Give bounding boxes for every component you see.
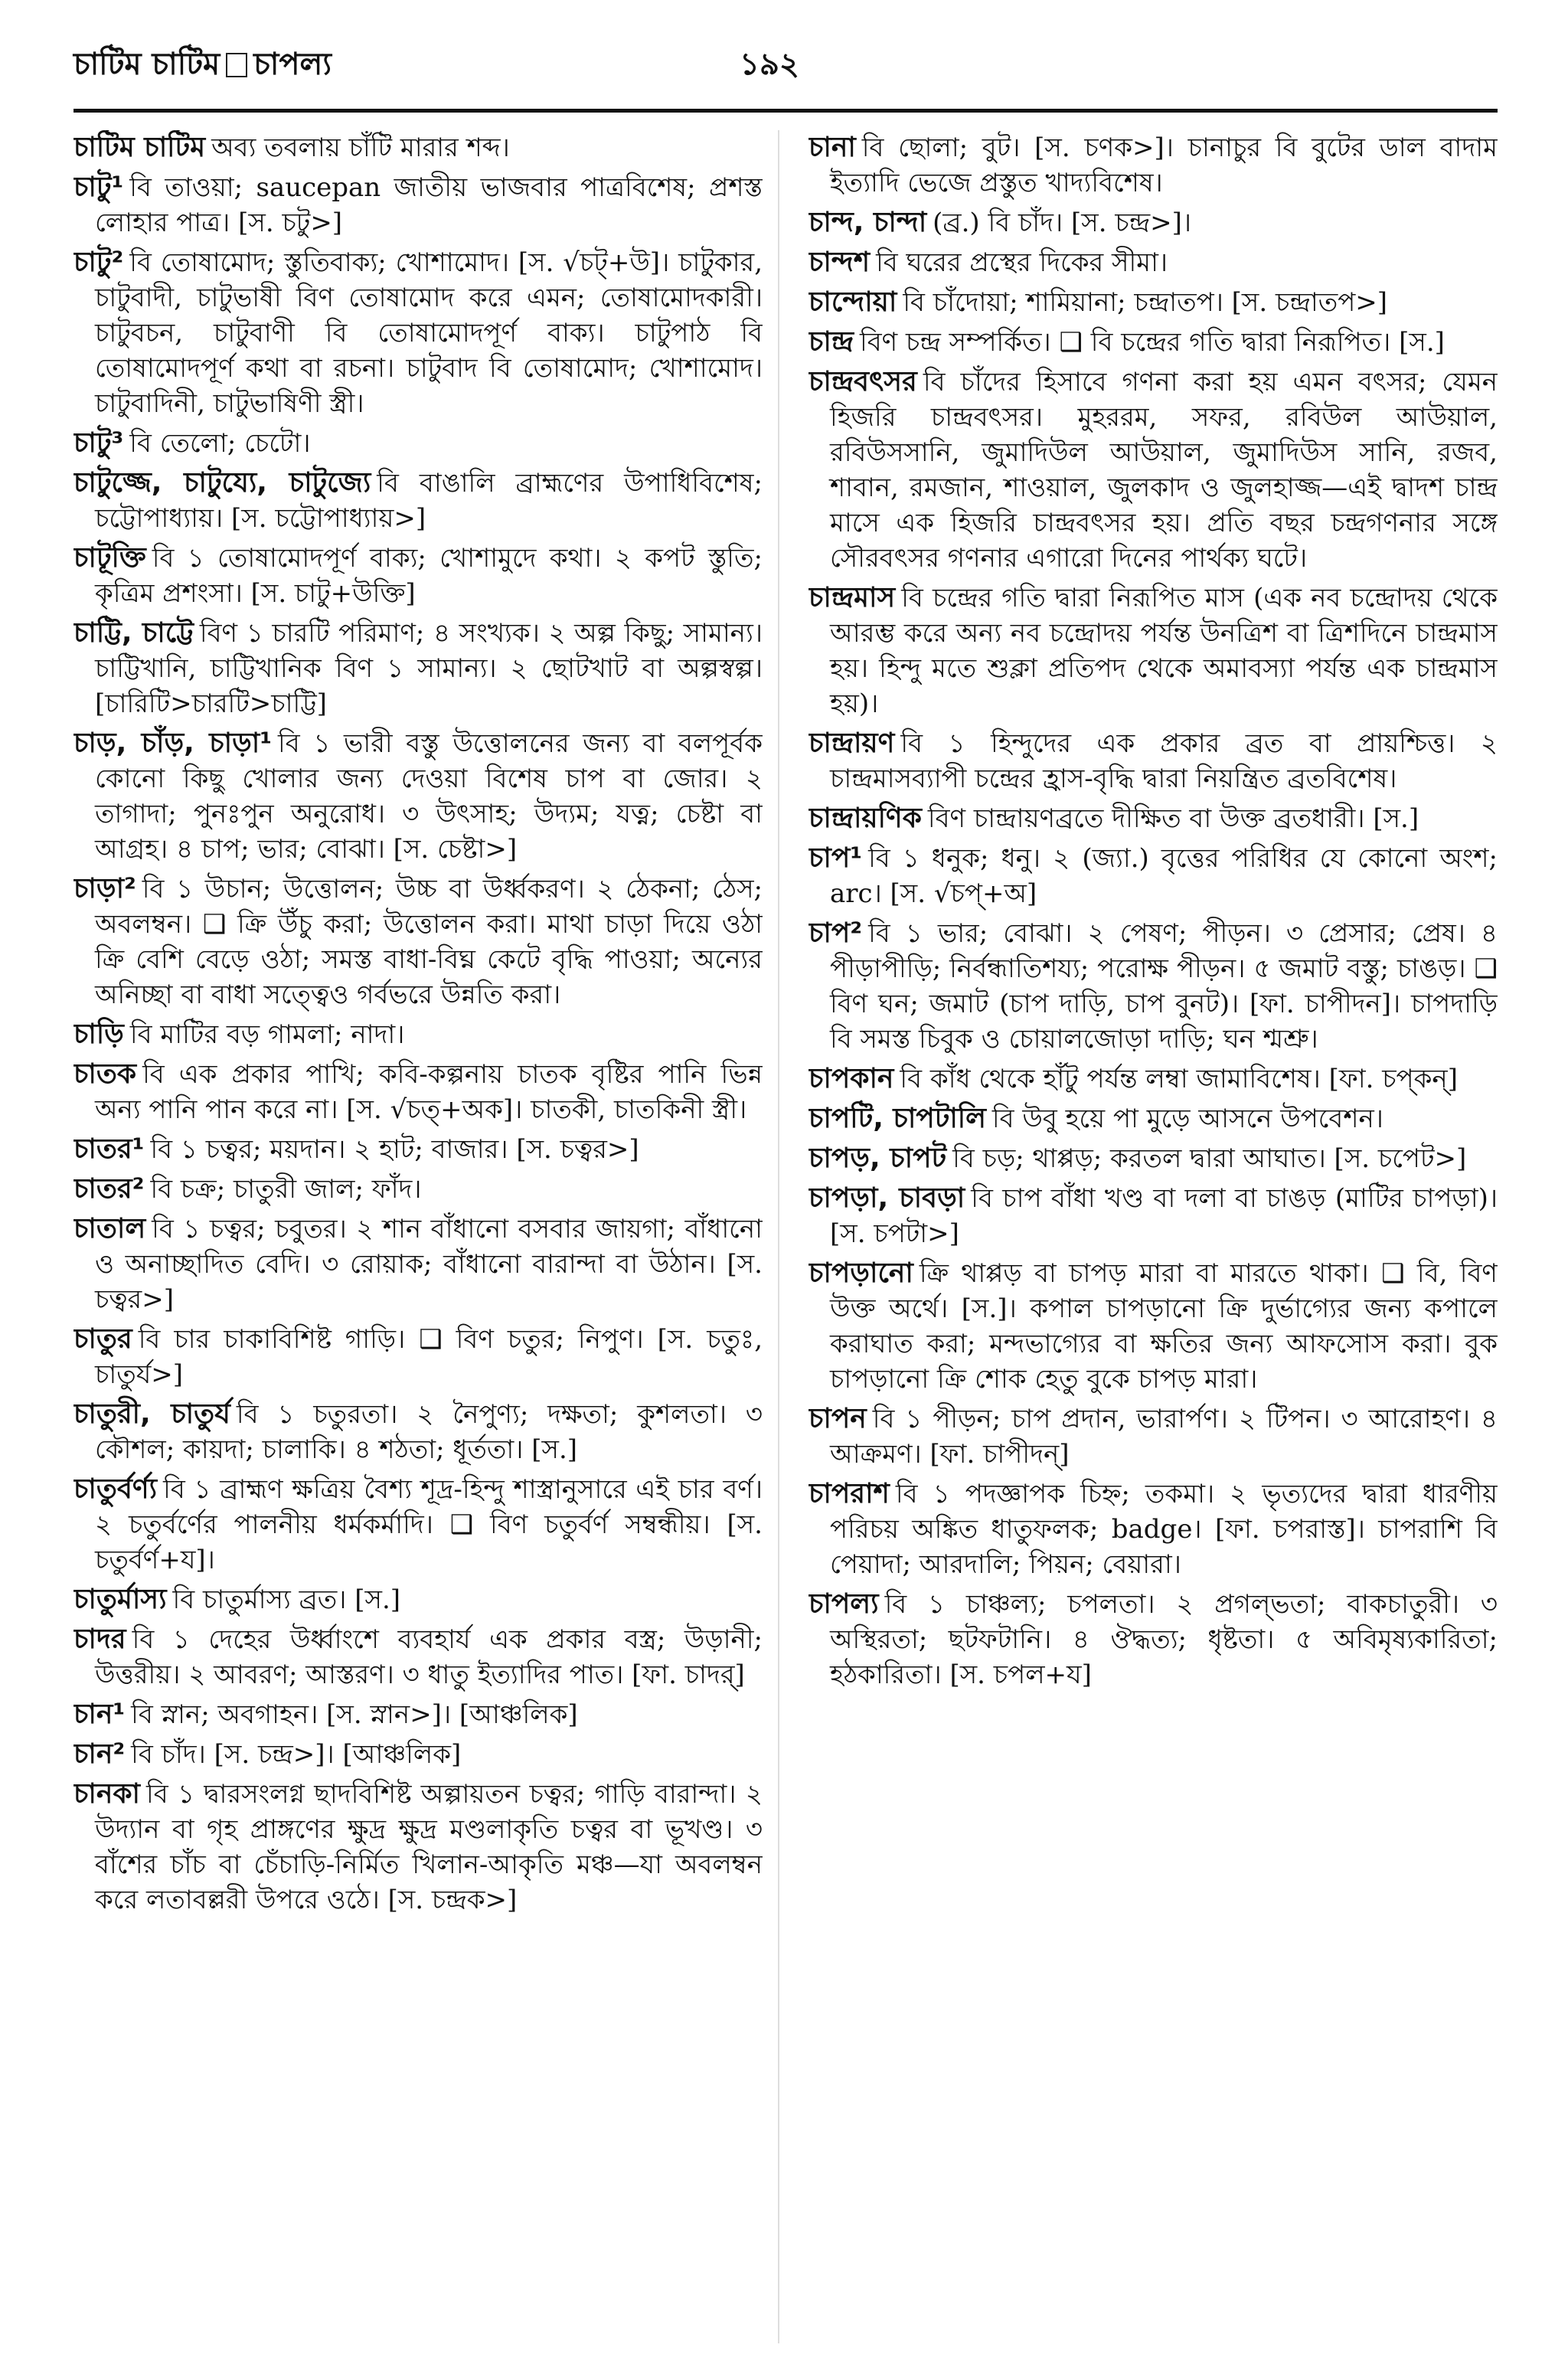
entry-definition: বি চাঁদ। [স. চন্দ্র>]। [আঞ্চলিক] — [131, 1739, 462, 1770]
entry-definition: বিণ চন্দ্র সম্পর্কিত। ❑ বি চন্দ্রের গতি দ্বারা নিরূপিত। [স.] — [860, 327, 1445, 358]
dictionary-entry — [808, 205, 1498, 240]
dictionary-entry — [808, 1061, 1498, 1097]
entry-headword: চান্দ, চান্দা — [808, 207, 927, 238]
dictionary-entry — [74, 1737, 763, 1772]
dictionary-entry — [74, 1777, 763, 1918]
dictionary-entry — [808, 1587, 1498, 1692]
entry-headword: চাপ² — [808, 917, 863, 949]
dictionary-entry — [74, 1697, 763, 1732]
dictionary-entry — [808, 1181, 1498, 1251]
entry-headword: চাদর — [74, 1624, 126, 1655]
entry-definition: বি ১ চত্বর; ময়দান। ২ হাট; বাজার। [স. চত্বর>] — [150, 1134, 639, 1165]
guide-words — [74, 40, 332, 91]
left-column — [74, 130, 763, 2343]
entry-definition: বি ১ তোষামোদপূর্ণ বাক্য; খোশামুদে কথা। ২ কপট স্তুতি; কৃত্রিম প্রশংসা। [স. চাটু+উক্তি] — [95, 543, 763, 609]
dictionary-entry — [808, 916, 1498, 1057]
entry-headword: চাড়ি — [74, 1019, 124, 1050]
entry-definition: বি ১ চত্বর; চবুতর। ২ শান বাঁধানো বসবার জায়গা; বাঁধানো ও অনাচ্ছাদিত বেদি। ৩ রোয়াক; বাঁধানো বারান্দা বা উঠান। [স. চত্বর>] — [95, 1214, 763, 1315]
dictionary-entry — [74, 466, 763, 536]
entry-definition: বি মাটির বড় গামলা; নাদা। — [129, 1019, 405, 1050]
entry-headword: চাপড়া, চাবড়া — [808, 1182, 965, 1214]
separator-box-icon — [226, 53, 247, 77]
entry-definition: বি ১ ব্রাহ্মণ ক্ষত্রিয় বৈশ্য শূদ্র-হিন্দু শাস্ত্রানুসারে এই চার বর্ণ। ২ চতুর্বর্ণের পালনীয় ধর্মকর্মাদি। ❑ বিণ চতুর্বর্ণ সম্বন্ধীয়। [স. চতুর্বর্ণ+য]। — [95, 1474, 763, 1575]
entry-headword: চাড়া² — [74, 873, 136, 904]
dictionary-entry — [74, 1132, 763, 1167]
dictionary-entry — [74, 616, 763, 721]
dictionary-entry — [74, 245, 763, 421]
entry-headword: চাতক — [74, 1058, 137, 1090]
entry-headword: চাতুর্মাস্য — [74, 1584, 167, 1615]
dictionary-entry — [808, 245, 1498, 280]
dictionary-entry — [808, 1401, 1498, 1472]
entry-headword: চাটু¹ — [74, 172, 124, 203]
entry-definition: বি ছোলা; বুট। [স. চণক>]। চানাচুর বি বুটের ডাল বাদাম ইত্যাদি ভেজে প্রস্তুত খাদ্যবিশেষ। — [830, 132, 1498, 198]
dictionary-entry — [74, 871, 763, 1012]
entry-definition: বি এক প্রকার পাখি; কবি-কল্পনায় চাতক বৃষ্টির পানি ভিন্ন অন্য পানি পান করে না। [স. √চত্+অক]। চাতকী, চাতকিনী স্ত্রী। — [95, 1059, 763, 1125]
entry-headword: চাতুরী, চাতুর্য — [74, 1398, 230, 1430]
entry-definition: বি চড়; থাপ্পড়; করতল দ্বারা আঘাত। [স. চপেট>] — [952, 1143, 1467, 1174]
dictionary-entry — [808, 365, 1498, 576]
dictionary-entry — [74, 1212, 763, 1317]
entry-headword: চাপড়, চাপট — [808, 1143, 947, 1174]
entry-definition: বি ১ পীড়ন; চাপ প্রদান, ভারার্পণ। ২ টিপন। ৩ আরোহণ। ৪ আক্রমণ। [ফা. চাপীদন্] — [830, 1404, 1498, 1470]
dictionary-entry — [74, 1172, 763, 1207]
entry-definition: বি স্নান; অবগাহন। [স. স্নান>]। [আঞ্চলিক] — [131, 1699, 578, 1730]
entry-headword: চান² — [74, 1738, 126, 1770]
dictionary-entry — [74, 426, 763, 461]
entry-headword: চানা — [808, 132, 856, 163]
entry-headword: চান্দ্রবৎসর — [808, 366, 917, 397]
entry-headword: চাতর² — [74, 1173, 145, 1205]
entry-definition: বি ১ দ্বারসংলগ্ন ছাদবিশিষ্ট অল্পায়তন চত্বর; গাড়ি বারান্দা। ২ উদ্যান বা গৃহ প্রাঙ্গণের ক্ষুদ্র ক্ষুদ্র মণ্ডলাকৃতি চত্বর বা ভূখণ্ড। ৩ বাঁশের চাঁচ বা চেঁচাড়ি-নির্মিত খিলান-আকৃতি মঞ্চ—যা অবলম্বন করে লতাবল্লরী উপরে ওঠে। [স. চন্দ্রক>] — [95, 1779, 763, 1915]
entry-headword: চাটিম চাটিম — [74, 132, 206, 163]
page-header — [74, 40, 1498, 93]
entry-headword: চাপরাশ — [808, 1478, 890, 1509]
entry-headword: চান¹ — [74, 1699, 126, 1730]
entry-headword: চাট্টি, চাট্টে — [74, 617, 194, 649]
entry-definition: বি কাঁধ থেকে হাঁটু পর্যন্ত লম্বা জামাবিশেষ। [ফা. চপ্‌কন্] — [900, 1064, 1458, 1094]
entry-definition: বি ১ ভারী বস্তু উত্তোলনের জন্য বা বলপূর্বক কোনো কিছু খোলার জন্য দেওয়া বিশেষ চাপ বা জোর। ২ তাগাদা; পুনঃপুন অনুরোধ। ৩ উৎসাহ; উদ্যম; যত্ন; চেষ্টা বা আগ্রহ। ৪ চাপ; ভার; বোঝা। [স. চেষ্টা>] — [95, 728, 763, 865]
entry-headword: চাটু² — [74, 247, 124, 278]
entry-headword: চান্দোয়া — [808, 286, 897, 318]
entry-headword: চাপটি, চাপটালি — [808, 1103, 986, 1134]
dictionary-entry — [808, 580, 1498, 721]
dictionary-entry — [74, 1322, 763, 1392]
page-number: ১৯২ — [740, 47, 799, 82]
dictionary-entry — [74, 170, 763, 240]
entry-definition: বি তোষামোদ; স্তুতিবাক্য; খোশামোদ। [স. √চট্+উ]। চাটুকার, চাটুবাদী, চাটুভাষী বিণ তোষামোদ করে এমন; তোষামোদকারী। চাটুবচন, চাটুবাণী বি তোষামোদপূর্ণ বাক্য। চাটুপাঠ বি তোষামোদপূর্ণ কথা বা রচনা। চাটুবাদ বি তোষামোদ; খোশামোদ। চাটুবাদিনী, চাটুভাষিণী স্ত্রী। — [95, 247, 763, 419]
dictionary-entry — [74, 1582, 763, 1617]
dictionary-entry — [808, 1256, 1498, 1397]
entry-definition: বি চাতুর্মাস্য ব্রত। [স.] — [172, 1584, 401, 1615]
dictionary-entry — [74, 541, 763, 611]
entry-definition: বি চাপ বাঁধা খণ্ড বা দলা বা চাঙড় (মাটির চাপড়া)। [স. চপটা>] — [830, 1183, 1498, 1249]
dictionary-entry — [808, 325, 1498, 360]
dictionary-entry — [808, 285, 1498, 320]
entry-definition: বি ১ দেহের উর্ধ্বাংশে ব্যবহার্য এক প্রকার বস্ত্র; উড়ানী; উত্তরীয়। ২ আবরণ; আস্তরণ। ৩ ধাতু ইত্যাদির পাত। [ফা. চাদর্] — [95, 1624, 763, 1690]
dictionary-entry — [808, 726, 1498, 796]
dictionary-entry — [808, 1141, 1498, 1176]
entry-headword: চান্দ্রায়ণ — [808, 728, 895, 759]
entry-definition: ক্রি থাপ্পড় বা চাপড় মারা বা মারতে থাকা। ❑ বি, বিণ উক্ত অর্থে। [স.]। কপাল চাপড়ানো ক্রি দুর্ভাগ্যের জন্য কপালে করাঘাত করা; মন্দভাগ্যের বা ক্ষতির জন্য আফসোস করা। বুক চাপড়ানো ক্রি শোক হেতু বুকে চাপড় মারা। — [830, 1258, 1498, 1395]
entry-definition: বি ১ ভার; বোঝা। ২ পেষণ; পীড়ন। ৩ প্রেসার; প্রেষ। ৪ পীড়াপীড়ি; নির্বন্ধাতিশয্য; পরোক্ষ পীড়ন। ৫ জমাট বস্তু; চাঙড়। ❑ বিণ ঘন; জমাট (চাপ দাড়ি, চাপ বুনট)। [ফা. চাপীদন]। চাপদাড়ি বি সমস্ত চিবুক ও চোয়ালজোড়া দাড়ি; ঘন শ্মশ্রু। — [830, 918, 1498, 1055]
entry-definition: বি তাওয়া; saucepan জাতীয় ভাজবার পাত্রবিশেষ; প্রশস্ত লোহার পাত্র। [স. চটু>] — [95, 172, 763, 238]
entry-headword: চান্দশ — [808, 247, 871, 278]
header-rule — [74, 109, 1498, 113]
entry-definition: বিণ ১ চারটি পরিমাণ; ৪ সংখ্যক। ২ অল্প কিছু; সামান্য। চাট্টিখানি, চাট্টিখানিক বিণ ১ সামান্য। ২ ছোটখাট বা অল্পস্বল্প। [চারিটি>চারটি>চাট্টি] — [95, 618, 763, 719]
entry-headword: চাতাল — [74, 1213, 146, 1244]
entry-definition: (ব্র.) বি চাঁদ। [স. চন্দ্র>]। — [933, 208, 1192, 238]
entry-headword: চাপ¹ — [808, 842, 863, 874]
entry-headword: চাতুর্বর্ণ্য — [74, 1473, 158, 1505]
entry-headword: চান্দ্রায়ণিক — [808, 803, 922, 834]
entry-headword: চাপল্য — [808, 1588, 879, 1620]
dictionary-entry — [74, 1397, 763, 1467]
entry-definition: বি চক্র; চাতুরী জাল; ফাঁদ। — [150, 1174, 422, 1205]
entry-definition: বি ১ চাঞ্চল্য; চপলতা। ২ প্রগল্‌ভতা; বাকচাতুরী। ৩ অস্থিরতা; ছটফটানি। ৪ ঔদ্ধত্য; ধৃষ্টতা। ৫ অবিমৃষ্যকারিতা; হঠকারিতা। [স. চপল+য] — [830, 1589, 1498, 1690]
dictionary-entry — [808, 801, 1498, 836]
dictionary-entry — [74, 130, 763, 165]
dictionary-entry — [74, 1017, 763, 1052]
right-column — [808, 130, 1498, 2343]
guide-word-end: চাপল্য — [253, 47, 332, 82]
entry-headword: চাটূক্তি — [74, 542, 146, 574]
entry-definition: বি ঘরের প্রস্থের দিকের সীমা। — [876, 247, 1168, 278]
entry-headword: চানকা — [74, 1778, 140, 1810]
entry-definition: বি তেলো; চেটো। — [129, 428, 311, 459]
dictionary-entry — [74, 1622, 763, 1692]
entry-definition: বি ১ ধনুক; ধনু। ২ (জ্যা.) বৃত্তের পরিধির যে কোনো অংশ; arc। [স. √চপ্+অ] — [830, 843, 1498, 909]
column-divider — [778, 130, 779, 2343]
entry-headword: চাটু³ — [74, 427, 124, 459]
guide-word-start: চাটিম চাটিম — [74, 47, 220, 82]
entry-definition: বি চাঁদের হিসাবে গণনা করা হয় এমন বৎসর; যেমন হিজরি চান্দ্রবৎসর। মুহররম, সফর, রবিউল আউয়াল, রবিউসসানি, জুমাদিউল আউয়াল, জুমাদিউস সানি, রজব, শাবান, রমজান, শাওয়াল, জুলকাদ ও জুলহাজ্জ—এই দ্বাদশ চান্দ্র মাসে এক হিজরি চান্দ্রবৎসর হয়। প্রতি বছর চন্দ্রগণনার সঙ্গে সৌরবৎসর গণনার এগারো দিনের পার্থক্য ঘটে। — [830, 367, 1498, 574]
entry-definition: বি চাঁদোয়া; শামিয়ানা; চন্দ্রাতপ। [স. চন্দ্রাতপ>] — [903, 287, 1388, 318]
entry-definition: বি চার চাকাবিশিষ্ট গাড়ি। ❑ বিণ চতুর; নিপুণ। [স. চতুঃ, চাতুর্য>] — [95, 1324, 763, 1390]
entry-definition: বি ১ উচান; উত্তোলন; উচ্চ বা উর্ধ্বকরণ। ২ ঠেকনা; ঠেস; অবলম্বন। ❑ ক্রি উঁচু করা; উত্তোলন করা। মাথা চাড়া দিয়ে ওঠা ক্রি বেশি বেড়ে ওঠা; সমস্ত বাধা-বিঘ্ন কেটে বৃদ্ধি পাওয়া; অন্যের অনিচ্ছা বা বাধা সত্ত্বেও গর্বভরে উন্নতি করা। — [95, 874, 763, 1010]
entry-definition: অব্য তবলায় চাঁটি মারার শব্দ। — [211, 132, 510, 163]
entry-headword: চাপন — [808, 1403, 867, 1434]
dictionary-entry — [808, 1101, 1498, 1136]
entry-headword: চাটুজ্জে, চাটুয্যে, চাটুজ্যে — [74, 467, 371, 499]
entry-definition: বিণ চান্দ্রায়ণব্রতে দীক্ষিত বা উক্ত ব্রতধারী। [স.] — [927, 803, 1419, 834]
entry-definition: বি চন্দ্রের গতি দ্বারা নিরূপিত মাস (এক নব চন্দ্রোদয় থেকে আরম্ভ করে অন্য নব চন্দ্রোদয় পর্যন্ত উনত্রিশ বা ত্রিশদিনে চান্দ্রমাস হয়। হিন্দু মতে শুক্লা প্রতিপদ থেকে অমাবস্যা পর্যন্ত এক চান্দ্রমাস হয়)। — [830, 583, 1498, 719]
dictionary-entry — [74, 1472, 763, 1578]
entry-definition: বি উবু হয়ে পা মুড়ে আসনে উপবেশন। — [991, 1104, 1383, 1134]
entry-headword: চান্দ্রমাস — [808, 582, 896, 613]
entry-headword: চাপকান — [808, 1063, 894, 1094]
entry-definition: বি ১ হিন্দুদের এক প্রকার ব্রত বা প্রায়শ্চিত্ত। ২ চান্দ্রমাসব্যাপী চন্দ্রের হ্রাস-বৃদ্ধি দ্বারা নিয়ন্ত্রিত ব্রতবিশেষ। — [830, 728, 1498, 794]
entry-headword: চাতর¹ — [74, 1133, 145, 1165]
dictionary-entry — [808, 130, 1498, 201]
entry-headword: চাপড়ানো — [808, 1257, 913, 1289]
entry-definition: বি ১ চতুরতা। ২ নৈপুণ্য; দক্ষতা; কুশলতা। ৩ কৌশল; কায়দা; চালাকি। ৪ শঠতা; ধূর্ততা। [স.] — [95, 1399, 763, 1465]
dictionary-entry — [808, 1476, 1498, 1582]
entry-headword: চান্দ্র — [808, 326, 854, 358]
dictionary-entry — [74, 1057, 763, 1127]
dictionary-entry — [74, 726, 763, 867]
dictionary-entry — [808, 841, 1498, 911]
entry-definition: বি ১ পদজ্ঞাপক চিহ্ন; তকমা। ২ ভৃত্যদের দ্বারা ধারণীয় পরিচয় অঙ্কিত ধাতুফলক; badge। [ফা. চপরাস্ত]। চাপরাশি বি পেয়াদা; আরদালি; পিয়ন; বেয়ারা। — [830, 1479, 1498, 1580]
entry-headword: চাড়, চাঁড়, চাড়া¹ — [74, 728, 273, 759]
entry-definition: বি বাঙালি ব্রাহ্মণের উপাধিবিশেষ; চট্টোপাধ্যায়। [স. চট্টোপাধ্যায়>] — [95, 468, 763, 534]
entry-headword: চাতুর — [74, 1323, 132, 1355]
